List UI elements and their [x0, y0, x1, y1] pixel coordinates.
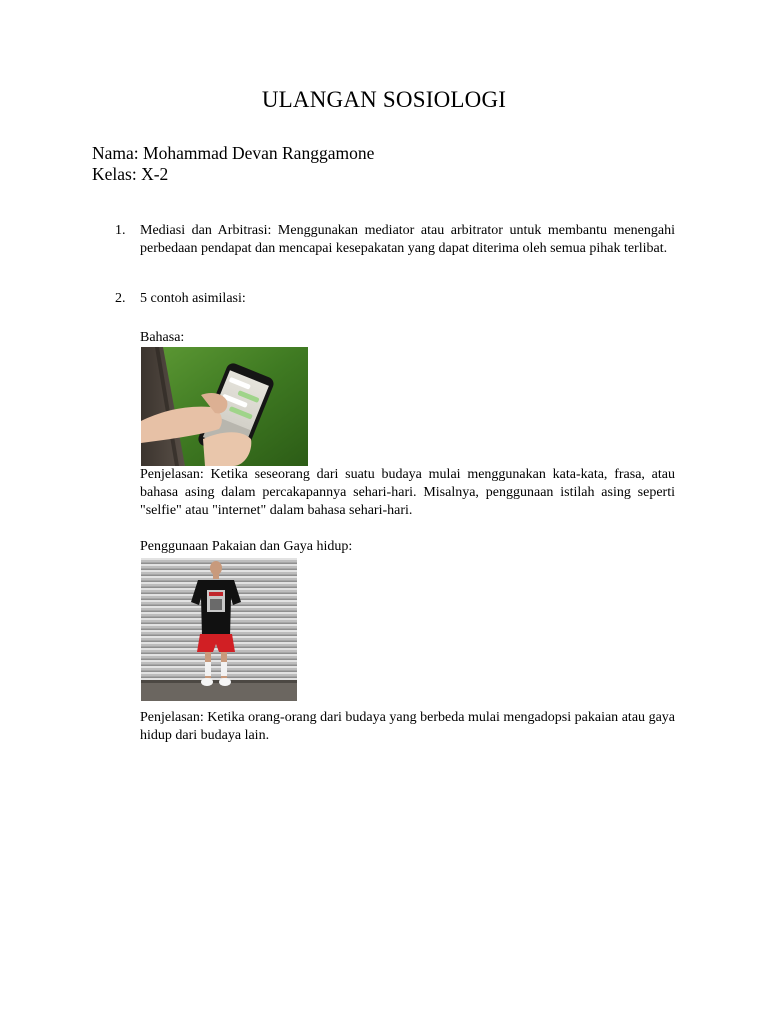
list-item-number: 1.: [115, 223, 126, 238]
smartphone-photo: [141, 347, 308, 466]
list-item-text: 5 contoh asimilasi:: [140, 291, 246, 306]
list-item-text: Mediasi dan Arbitrasi: Menggunakan mediator atau arbitrator untuk membantu menengahi perbedaan pendapat dan mencapai kesepakatan yang dapat diterima oleh semua pihak terlibat.: [140, 223, 675, 256]
list-item-2: [92, 290, 675, 745]
example-explanation-language: Penjelasan: Ketika seseorang dari suatu budaya mulai menggunakan kata-kata, frasa, atau bahasa asing dalam percakapannya sehari-hari. Misalnya, penggunaan istilah asing seperti "selfie" atau "internet" dalam bahasa sehari-hari.: [140, 467, 675, 518]
list-item-number: 2.: [115, 291, 126, 306]
student-name: Nama: Mohammad Devan Ranggamone: [92, 143, 375, 163]
document-title: ULANGAN SOSIOLOGI: [261, 87, 507, 112]
list-item-1: [92, 222, 675, 258]
answer-list: [92, 222, 675, 745]
student-class: Kelas: X-2: [92, 164, 169, 184]
example-label-language: Bahasa:: [140, 330, 185, 345]
student-info: [92, 143, 374, 185]
example-explanation-clothing: Penjelasan: Ketika orang-orang dari budaya yang berbeda mulai mengadopsi pakaian atau gaya hidup dari budaya lain.: [140, 710, 675, 743]
clothing-photo: [141, 558, 297, 701]
example-label-clothing: Penggunaan Pakaian dan Gaya hidup:: [140, 539, 353, 554]
